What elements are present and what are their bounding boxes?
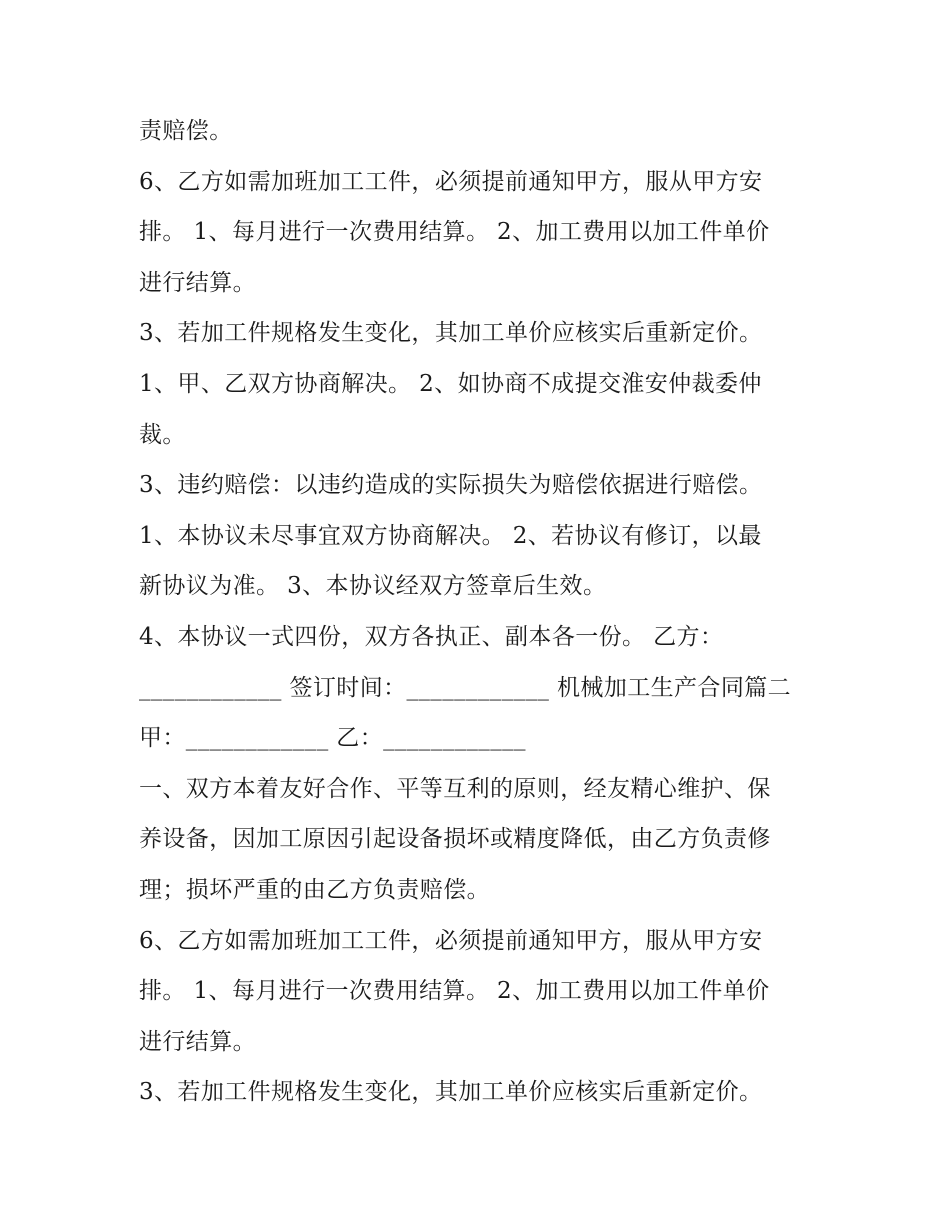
text-line: 进行结算。: [139, 1028, 256, 1055]
text-line: 理；损坏严重的由乙方负责赔偿。: [139, 876, 490, 903]
text-line: 养设备，因加工原因引起设备损坏或精度降低，由乙方负责修: [139, 826, 771, 853]
text-line: 3、违约赔偿：以违约造成的实际损失为赔偿依据进行赔偿。: [139, 472, 763, 499]
text-line: 6、乙方如需加班加工工件，必须提前通知甲方，服从甲方安: [139, 168, 763, 195]
text-line: 裁。: [139, 421, 186, 448]
text-line: 排。 1、每月进行一次费用结算。 2、加工费用以加工件单价: [139, 219, 770, 246]
text-line: 责赔偿。: [139, 118, 233, 144]
text-line: 一、双方本着友好合作、平等互利的原则，经友精心维护、保: [139, 775, 771, 802]
text-line: 1、甲、乙双方协商解决。 2、如协商不成提交淮安仲裁委仲: [139, 370, 762, 397]
text-line: 3、若加工件规格发生变化，其加工单价应核实后重新定价。: [139, 320, 763, 347]
signature-line: ____________ 签订时间：____________ 机械加工生产合同篇二: [139, 674, 792, 701]
text-line: 新协议为准。 3、本协议经双方签章后生效。: [139, 573, 607, 600]
text-line: 进行结算。: [139, 269, 256, 296]
text-line: 3、若加工件规格发生变化，其加工单价应核实后重新定价。: [139, 1079, 763, 1106]
text-line: 6、乙方如需加班加工工件，必须提前通知甲方，服从甲方安: [139, 927, 763, 954]
text-line: 1、本协议未尽事宜双方协商解决。 2、若协议有修订，以最: [139, 522, 762, 549]
signature-line: 甲：____________ 乙：____________: [139, 725, 526, 752]
text-line: 排。 1、每月进行一次费用结算。 2、加工费用以加工件单价: [139, 978, 770, 1005]
text-line: 4、本协议一式四份，双方各执正、副本各一份。 乙方：: [139, 623, 724, 650]
document-body: [139, 106, 829, 1118]
